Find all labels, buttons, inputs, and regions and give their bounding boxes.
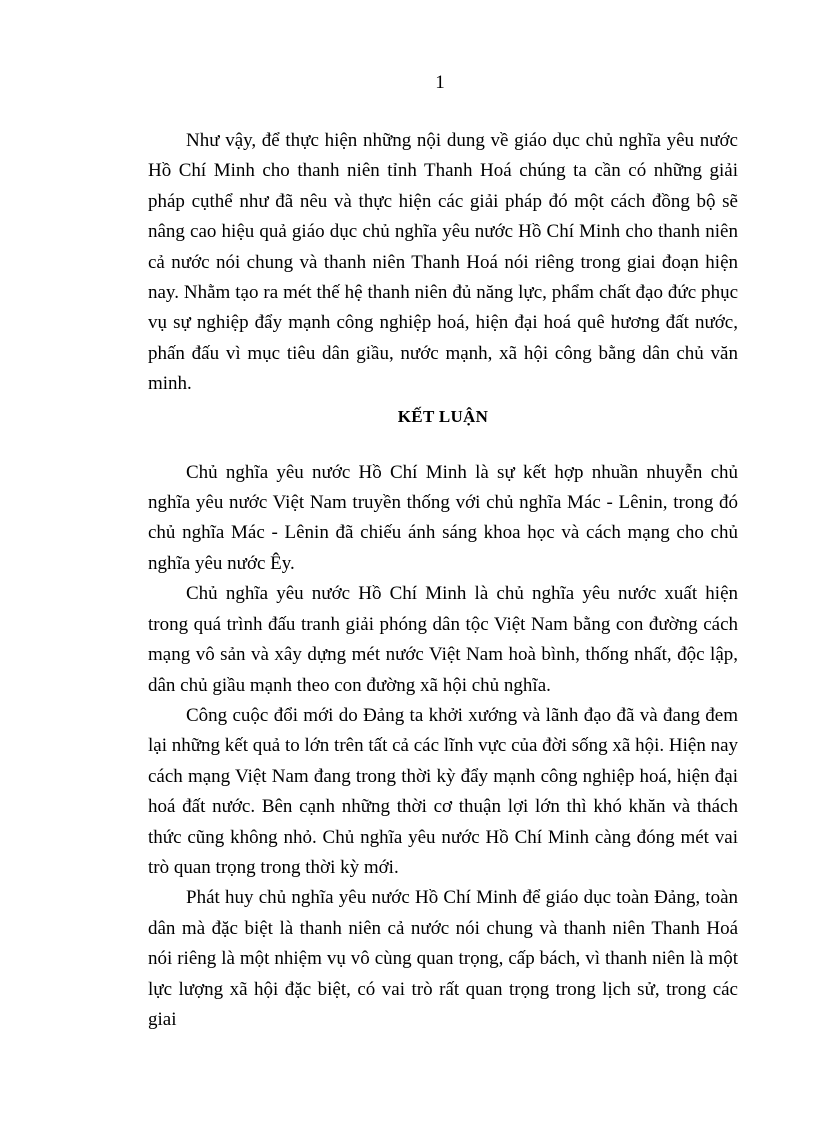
paragraph-conclusion-2: Chủ nghĩa yêu nước Hồ Chí Minh là chủ nghĩa yêu nước xuất hiện trong quá trình đấu tranh giải phóng dân tộc Việt Nam bằng con đường cách mạng vô sản và xây dựng mét nước Việt Nam hoà bình, thống nhất, độc lập, dân chủ giầu mạnh theo con đường xã hội chủ nghĩa. bbox=[148, 583, 738, 696]
paragraph-conclusion-3: Công cuộc đổi mới do Đảng ta khởi xướng và lãnh đạo đã và đang đem lại những kết quả to lớn trên tất cả các lĩnh vực của đời sống xã hội. Hiện nay cách mạng Việt Nam đang trong thời kỳ đẩy mạnh công nghiệp hoá, hiện đại hoá đất nước. Bên cạnh những thời cơ thuận lợi lớn thì khó khăn và thách thức cũng không nhỏ. Chủ nghĩa yêu nước Hồ Chí Minh càng đóng mét vai trò quan trọng trong thời kỳ mới. bbox=[148, 704, 738, 878]
section-heading-conclusion: KẾT LUẬN bbox=[397, 406, 489, 426]
paragraph-intro: Như vậy, để thực hiện những nội dung về giáo dục chủ nghĩa yêu nước Hồ Chí Minh cho thanh niên tỉnh Thanh Hoá chúng ta cần có những giải pháp cụthể như đã nêu và thực hiện các giải pháp đó một cách đồng bộ sẽ nâng cao hiệu quả giáo dục chủ nghĩa yêu nước Hồ Chí Minh cho thanh niên cả nước nói chung và thanh niên Thanh Hoá nói riêng trong giai đoạn hiện nay. Nhằm tạo ra mét thế hệ thanh niên đủ năng lực, phẩm chất đạo đức phục vụ sự nghiệp đẩy mạnh công nghiệp hoá, hiện đại hoá quê hương đất nước, phấn đấu vì mục tiêu dân giầu, nước mạnh, xã hội công bằng dân chủ văn minh. bbox=[148, 130, 738, 395]
paragraph-conclusion-4: Phát huy chủ nghĩa yêu nước Hồ Chí Minh để giáo dục toàn Đảng, toàn dân mà đặc biệt là thanh niên cả nước nói chung và thanh niên Thanh Hoá nói riêng là một nhiệm vụ vô cùng quan trọng, cấp bách, vì thanh niên là một lực lượng xã hội đặc biệt, có vai trò rất quan trọng trong lịch sử, trong các giai bbox=[148, 887, 738, 1030]
page-number: 1 bbox=[435, 72, 445, 93]
document-body bbox=[148, 126, 738, 1035]
paragraph-conclusion-1: Chủ nghĩa yêu nước Hồ Chí Minh là sự kết hợp nhuần nhuyễn chủ nghĩa yêu nước Việt Nam truyền thống với chủ nghĩa Mác - Lênin, trong đó chủ nghĩa Mác - Lênin đã chiếu ánh sáng khoa học và cách mạng cho chủ nghĩa yêu nước Êy. bbox=[148, 461, 738, 574]
